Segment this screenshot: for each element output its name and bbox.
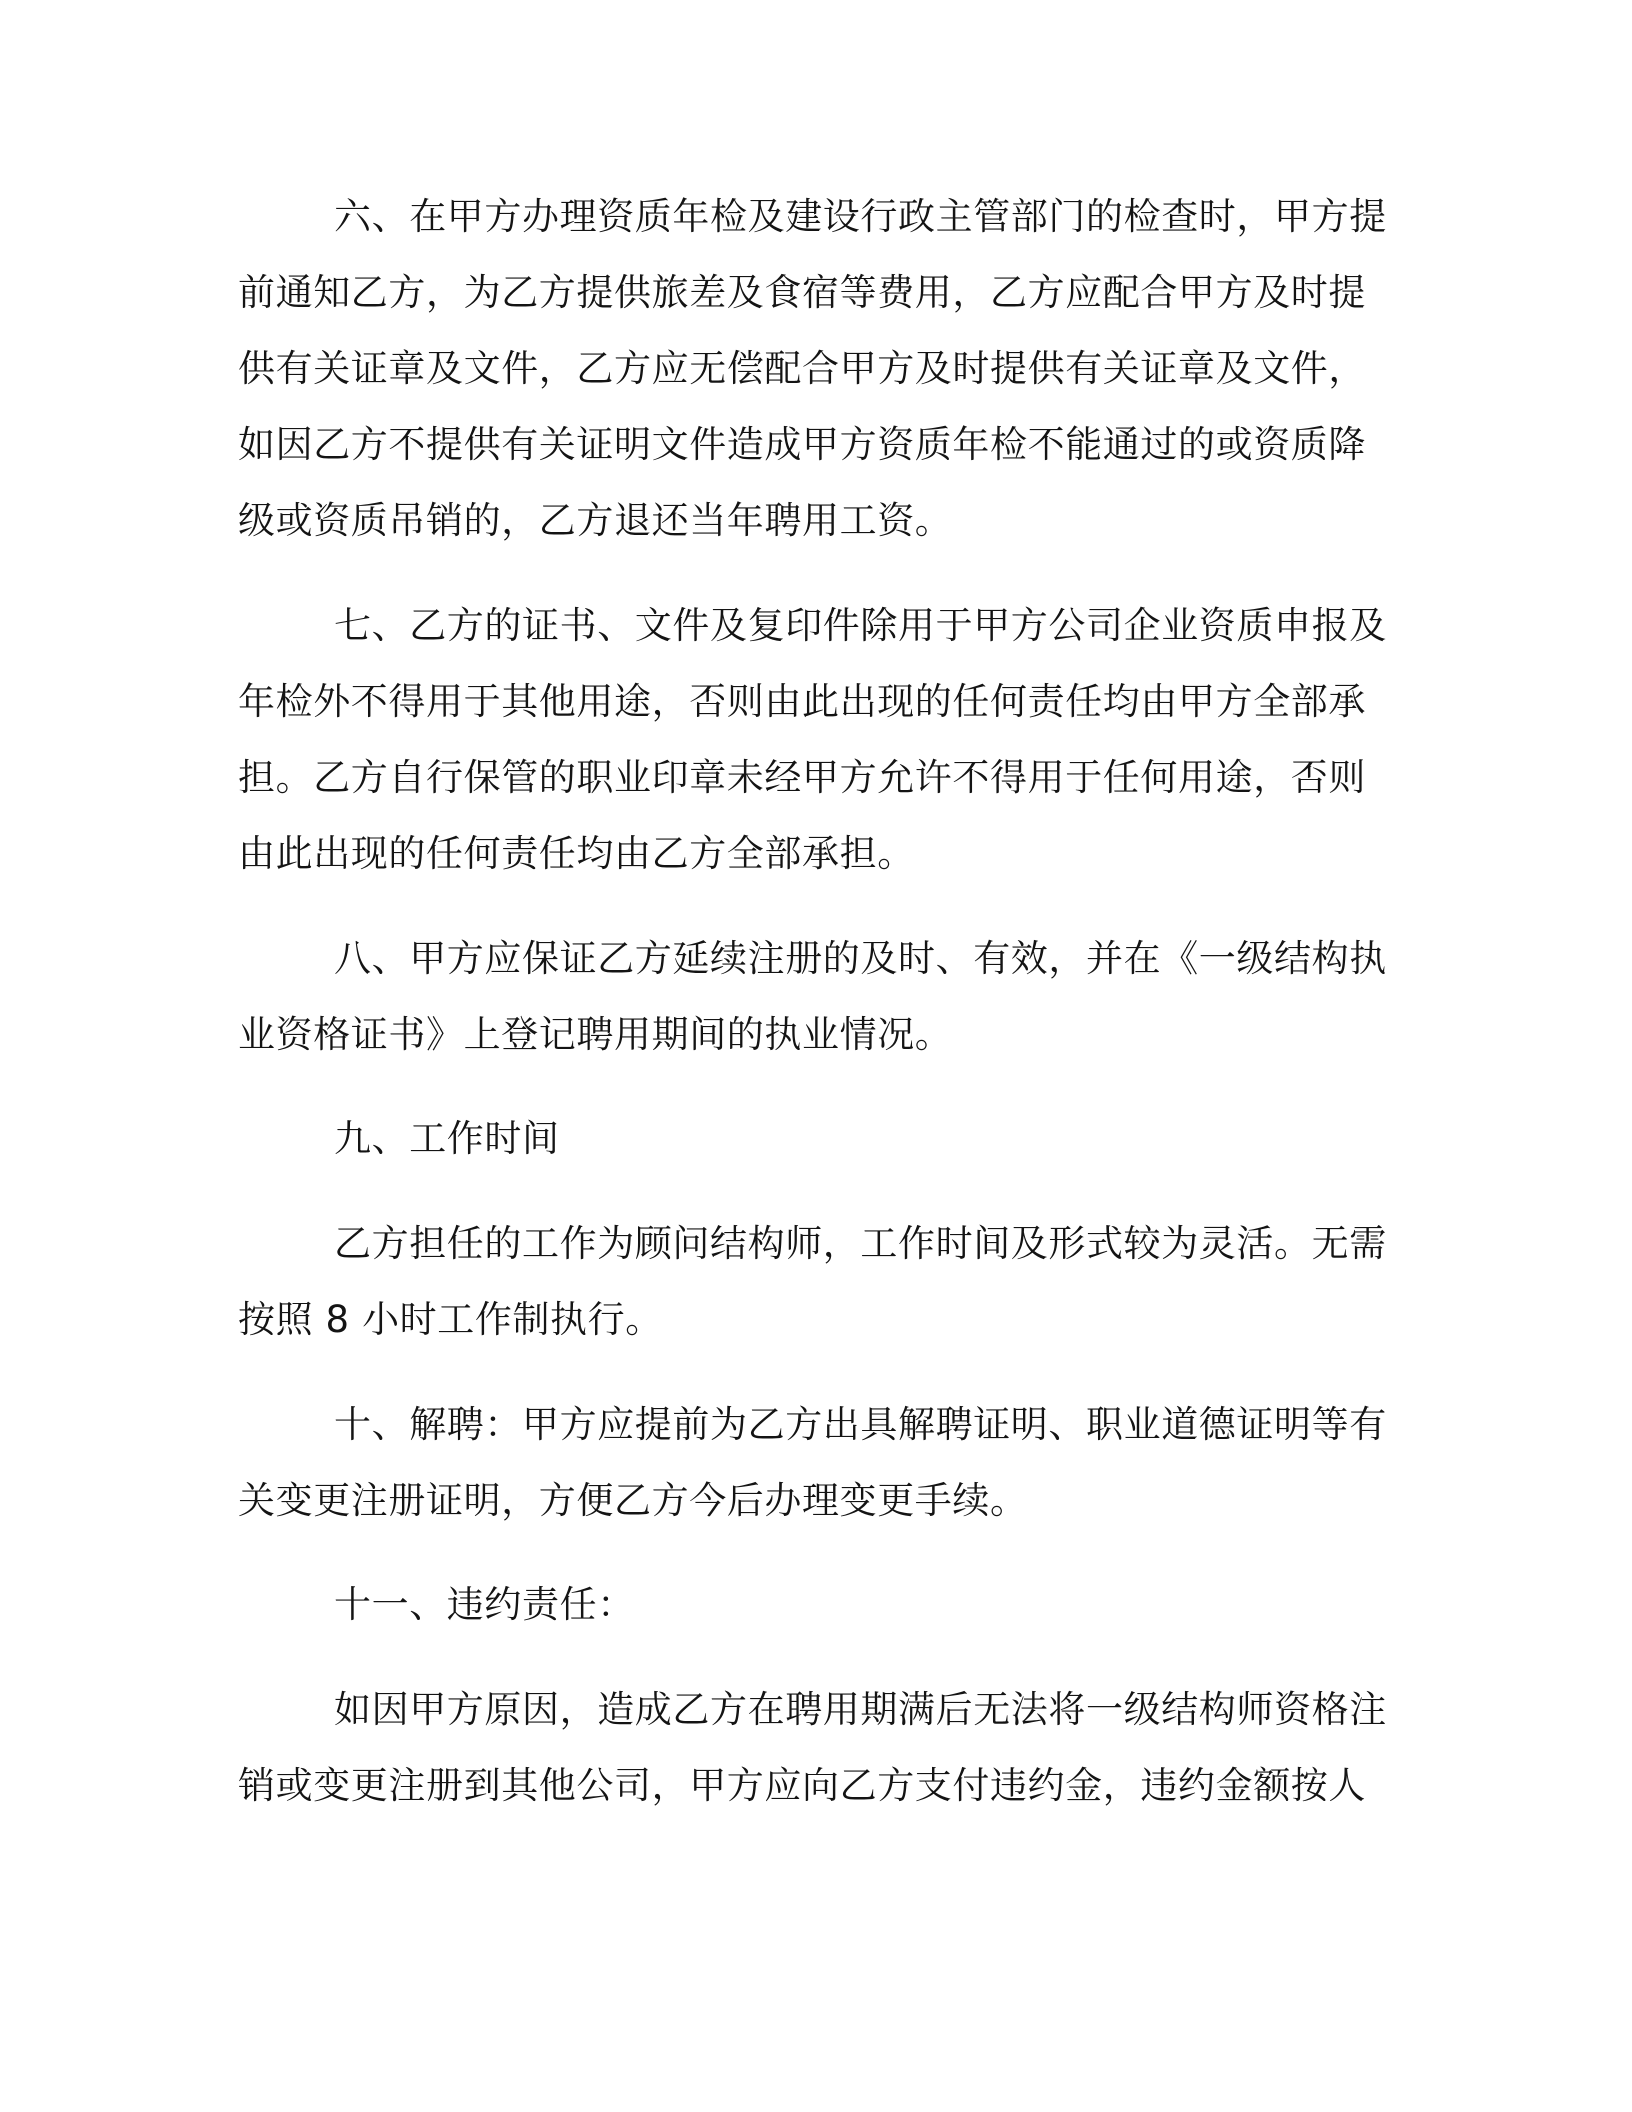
- paragraph-8-line-2: 业资格证书》上登记聘用期间的执业情况。: [238, 1013, 953, 1056]
- paragraph-7-line-3: 担。乙方自行保管的职业印章未经甲方允许不得用于任何用途，否则: [238, 756, 1366, 799]
- paragraph-10-line-1: 十、解聘：甲方应提前为乙方出具解聘证明、职业道德证明等有: [334, 1403, 1387, 1446]
- paragraph-11-line-2: 销或变更注册到其他公司，甲方应向乙方支付违约金，违约金额按人: [238, 1764, 1366, 1807]
- paragraph-7-line-1: 七、乙方的证书、文件及复印件除用于甲方公司企业资质申报及: [334, 604, 1387, 647]
- section-11-heading: 十一、违约责任：: [334, 1583, 635, 1626]
- paragraph-6-line-2: 前通知乙方，为乙方提供旅差及食宿等费用，乙方应配合甲方及时提: [238, 271, 1366, 314]
- paragraph-6-line-5: 级或资质吊销的，乙方退还当年聘用工资。: [238, 499, 953, 542]
- paragraph-6-line-3: 供有关证章及文件，乙方应无偿配合甲方及时提供有关证章及文件，: [238, 347, 1366, 390]
- paragraph-7-line-2: 年检外不得用于其他用途，否则由此出现的任何责任均由甲方全部承: [238, 680, 1366, 723]
- paragraph-11-line-1: 如因甲方原因，造成乙方在聘用期满后无法将一级结构师资格注: [334, 1688, 1387, 1731]
- paragraph-6-line-1: 六、在甲方办理资质年检及建设行政主管部门的检查时，甲方提: [334, 195, 1387, 238]
- paragraph-10-line-2: 关变更注册证明，方便乙方今后办理变更手续。: [238, 1479, 1028, 1522]
- paragraph-9-line-1: 乙方担任的工作为顾问结构师，工作时间及形式较为灵活。无需: [334, 1222, 1387, 1265]
- paragraph-6-line-4: 如因乙方不提供有关证明文件造成甲方资质年检不能通过的或资质降: [238, 423, 1366, 466]
- paragraph-7-line-4: 由此出现的任何责任均由乙方全部承担。: [238, 832, 915, 875]
- section-9-heading: 九、工作时间: [334, 1117, 560, 1160]
- paragraph-8-line-1: 八、甲方应保证乙方延续注册的及时、有效，并在《一级结构执: [334, 937, 1387, 980]
- paragraph-9-line-2: 按照 8 小时工作制执行。: [238, 1298, 663, 1341]
